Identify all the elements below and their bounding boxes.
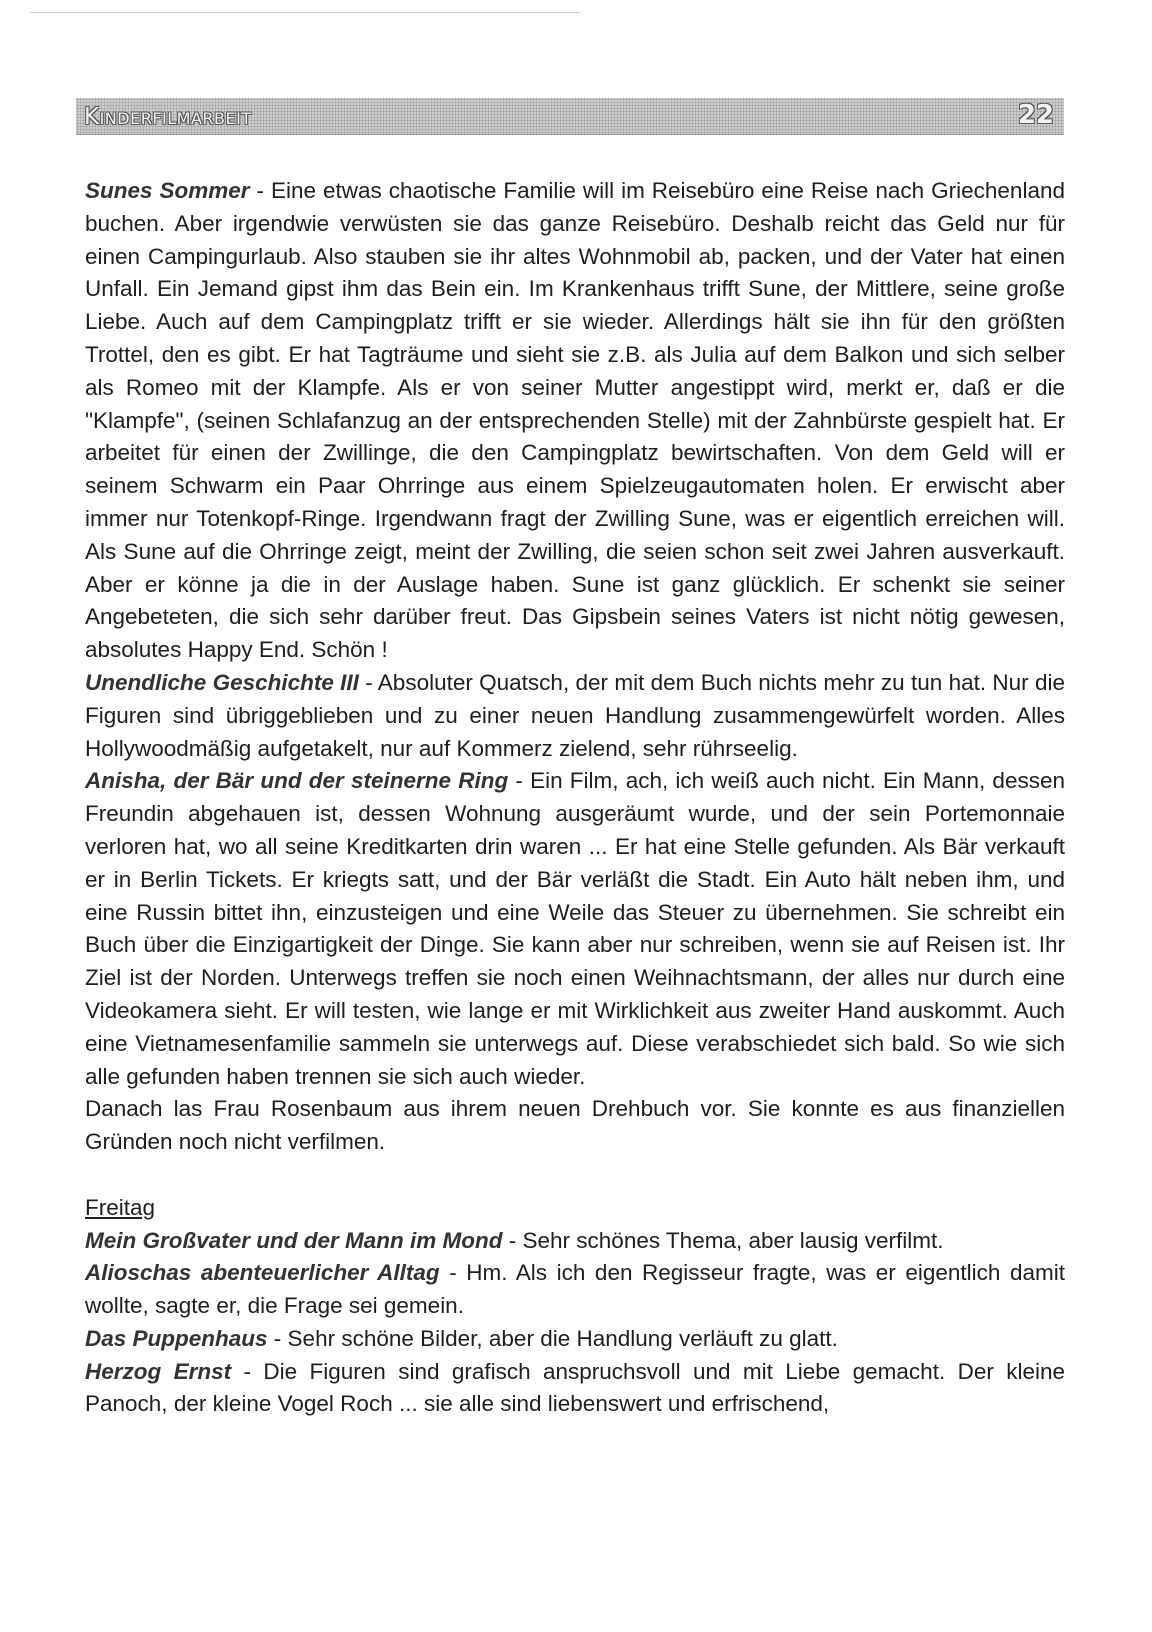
- review-sunes-sommer: [85, 175, 1065, 667]
- film-title: Anisha, der Bär und der steinerne Ring: [85, 768, 509, 794]
- film-title: Unendliche Geschichte III: [85, 669, 359, 695]
- film-title: Das Puppenhaus: [85, 1325, 268, 1351]
- running-header: [76, 98, 1064, 135]
- article-body: [85, 175, 1065, 1421]
- film-title: Alioschas abenteuerlicher Alltag: [85, 1260, 440, 1286]
- review-text: - Absoluter Quatsch, der mit dem Buch nichts mehr zu tun hat. Nur die Figuren sind übriggeblieben und zu einer neuen Handlung zusammengewürfelt worden. Alles Hollywoodmäßig aufgetakelt, nur auf Kommerz zielend, sehr rührseelig.: [85, 669, 1065, 761]
- top-rule: [30, 12, 580, 13]
- day-heading: Freitag: [85, 1194, 156, 1220]
- review-puppenhaus: [85, 1323, 1065, 1356]
- page-number: 22: [1017, 100, 1054, 130]
- review-text: - Die Figuren sind grafisch anspruchsvoll und mit Liebe gemacht. Der kleine Panoch, der kleine Vogel Roch ... sie alle sind liebenswert und erfrischend,: [85, 1358, 1065, 1417]
- closing-paragraph: Danach las Frau Rosenbaum aus ihrem neuen Drehbuch vor. Sie konnte es aus finanziellen Gründen noch nicht verfilmen.: [85, 1096, 1065, 1155]
- review-text: - Ein Film, ach, ich weiß auch nicht. Ein Mann, dessen Freundin abgehauen ist, dessen Wohnung ausgeräumt wurde, und der sein Portemonnaie verloren hat, wo all seine Kreditkarten drin waren ... Er hat eine Stelle gefunden. Als Bär verkauft er in Berlin Tickets. Er kriegts satt, und der Bär verläßt die Stadt. Ein Auto hält neben ihm, und eine Russin bittet ihn, einzusteigen und eine Weile das Steuer zu übernehmen. Sie schreibt ein Buch über die Einzigartigkeit der Dinge. Sie kann aber nur schreiben, wenn sie auf Reisen ist. Ihr Ziel ist der Norden. Unterwegs treffen sie noch einen Weihnachtsmann, der alles nur durch eine Videokamera sieht. Er will testen, wie lange er mit Wirklichkeit aus zweiter Hand auskommt. Auch eine Vietnamesenfamilie sammeln sie unterwegs auf. Diese verabschiedet sich bald. So wie sich alle gefunden haben trennen sie sich auch wieder.: [85, 768, 1065, 1089]
- section-title: Kinderfilmarbeit: [84, 104, 252, 130]
- review-alioscha: [85, 1257, 1065, 1323]
- review-text: - Sehr schönes Thema, aber lausig verfilmt.: [502, 1227, 944, 1253]
- film-title: Sunes Sommer: [85, 178, 250, 203]
- review-unendliche-geschichte: [85, 667, 1065, 765]
- review-text: - Sehr schöne Bilder, aber die Handlung verläuft zu glatt.: [267, 1325, 838, 1351]
- review-text: - Eine etwas chaotische Familie will im Reisebüro eine Reise nach Griechenland buchen. Aber irgendwie verwüsten sie das ganze Reisebüro. Deshalb reicht das Geld nur für einen Campingurlaub. Also stauben sie ihr altes Wohnmobil ab, packen, und der Vater hat einen Unfall. Ein Jemand gipst ihm das Bein ein. Im Krankenhaus trifft Sune, der Mittlere, seine große Liebe. Auch auf dem Campingplatz trifft er sie wieder. Allerdings hält sie ihn für den größten Trottel, den es gibt. Er hat Tagträume und sieht sie z.B. als Julia auf dem Balkon und sich selber als Romeo mit der Klampfe. Als er von seiner Mutter angestippt wird, merkt er, daß er die "Klampfe", (seinen Schlafanzug an der entsprechenden Stelle) mit der Zahnbürste gespielt hat. Er arbeitet für einen der Zwillinge, die den Campingplatz bewirtschaften. Von dem Geld will er seinem Schwarm ein Paar Ohrringe aus einem Spielzeugautomaten holen. Er erwischt aber immer nur Totenkopf-Ringe. Irgendwann fragt der Zwilling Sune, was er eigentlich erreichen will. Als Sune auf die Ohrringe zeigt, meint der Zwilling, die seien schon seit zwei Jahren ausverkauft. Aber er könne ja die in der Auslage haben. Sune ist ganz glücklich. Er schenkt sie seiner Angebeteten, die sich sehr darüber freut. Das Gipsbein seines Vaters ist nicht nötig gewesen, absolutes Happy End. Schön !: [85, 178, 1065, 663]
- film-title: Herzog Ernst: [85, 1358, 232, 1384]
- review-herzog-ernst: [85, 1356, 1065, 1422]
- review-anisha: [85, 765, 1065, 1093]
- review-text: - Hm. Als ich den Regisseur fragte, was er eigentlich damit wollte, sagte er, die Frage sei gemein.: [85, 1260, 1065, 1319]
- film-title: Mein Großvater und der Mann im Mond: [85, 1227, 503, 1253]
- review-grossvater: [85, 1225, 1065, 1258]
